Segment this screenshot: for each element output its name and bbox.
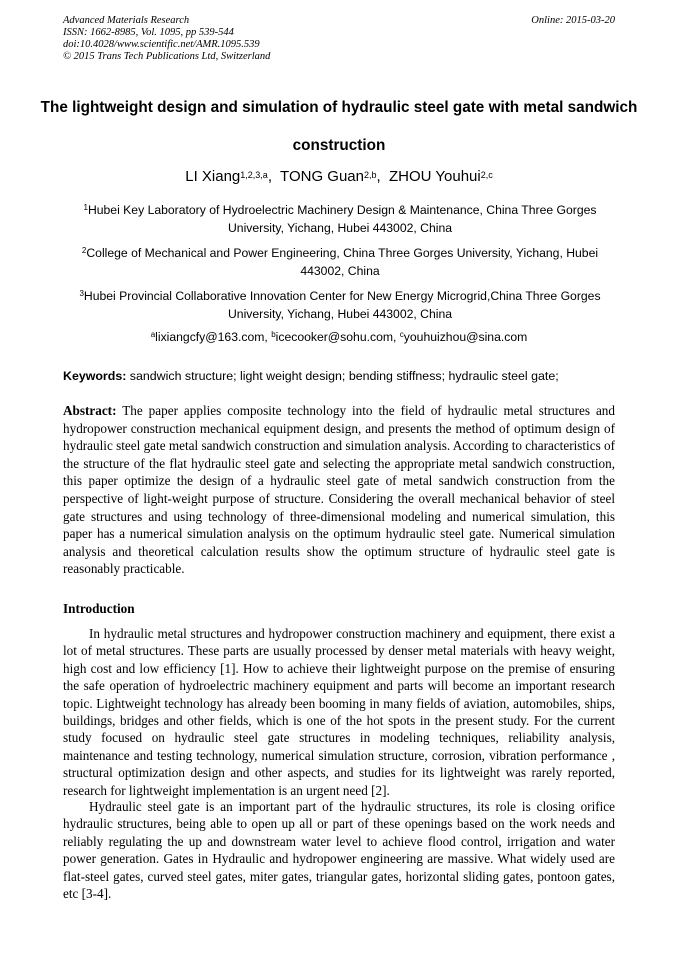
journal-doi: doi:10.4028/www.scientific.net/AMR.1095.539 [63,39,260,50]
affiliation-3: $^3$Hubei Provincial Collaborative Innovation Center for New Energy Microgrid,China Three Gorges University, Yichang, Hubei 443002, China [79,289,601,321]
journal-header [63,15,615,63]
email[interactable]: $^a$lixiangcfy@163.com [150,330,265,344]
online-date: Online: 2015-03-20 [531,15,615,26]
email[interactable]: $^c$youhuizhou@sina.com [399,330,528,344]
journal-name: Advanced Materials Research [63,15,190,26]
author-list [0,166,678,188]
abstract-text: The paper applies composite technology into the field of hydraulic metal structures and hydropower construction mechanical equipment design, and presents the method of optimum design of hydraulic steel gate metal sandwich construction and simulation analysis. According to characteristics of the structure of the flat hydraulic steel gate and selecting the appropriate metal sandwich construction, this paper optimize the design of a hydraulic steel gate of metal sandwich construction from the perspective of light-weight purpose of structure. Considering the overall mechanical behavior of steel gate structures and using technology of three-dimensional modeling and numerical simulation, this paper has a numerical simulation analysis on the optimum hydraulic steel gate. Numerical simulation analysis and theoretical calculation results show the optimum structure of hydraulic steel gate is reasonably practicable. [63,403,615,577]
author: LI Xiang$^{1,2,3,a}$, [185,168,281,185]
paragraph: Hydraulic steel gate is an important part of the hydraulic structures, its role is closing orifice hydraulic structures, being able to open up all or part of these openings based on the work needs and reliably regulating the up and downstream water level to achieve flood control, irrigation and water power generation. Gates in Hydraulic and hydropower engineering are massive. What widely used are flat-steel gates, curved steel gates, miter gates, triangular gates, horizontal sliding gates, pontoon gates, etc [3-4]. [63,799,615,902]
affiliation-1: $^1$Hubei Key Laboratory of Hydroelectric Machinery Design & Maintenance, China Three Gorges University, Yichang, Hubei 443002, China [83,203,597,235]
keywords-text: sandwich structure; light weight design; bending stiffness; hydraulic steel gate; [126,369,559,383]
keywords [63,367,615,385]
keywords-label: Keywords: [63,369,127,383]
affiliation-2: $^2$College of Mechanical and Power Engineering, China Three Gorges University, Yichang, Hubei 443002, China [81,246,599,278]
email[interactable]: $^b$icecooker@sohu.com [271,330,394,344]
journal-issn: ISSN: 1662-8985, Vol. 1095, pp 539-544 [63,27,234,38]
abstract-label: Abstract: [63,403,117,418]
author: TONG Guan$^{2,b}$, [280,168,389,185]
author: ZHOU Youhui$^{2,c}$ [389,168,493,185]
abstract [63,402,615,578]
section-heading-introduction: Introduction [63,601,135,616]
journal-copyright: © 2015 Trans Tech Publications Ltd, Switzerland [63,51,271,62]
paper-title: The lightweight design and simulation of hydraulic steel gate with metal sandwich construction [40,99,638,154]
paragraph: In hydraulic metal structures and hydropower construction machinery and equipment, there exist a lot of metal structures. These parts are usually processed by denser metal materials with heavy weight, high cost and low efficiency [1]. How to achieve their lightweight purpose on the premise of ensuring the safe operation of hydroelectric machinery equipment and parts will become an important research topic. Lightweight technology has already been booming in many fields of aviation, automobiles, ships, buildings, bridges and other fields, which is one of the hot spots in the present study. For the current study focused on hydraulic steel gate structures in modeling techniques, reliability analysis, maintenance and testing technology, numerical simulation structure, corrosion, vibration performance , structural optimization design and other aspects, and studies for its lightweight was rarely reported, research for lightweight implementation is an urgent need [2]. [63,626,615,798]
email-list: $^a$lixiangcfy@163.com, $^b$icecooker@sohu.com, $^c$youhuizhou@sina.com [150,330,528,344]
